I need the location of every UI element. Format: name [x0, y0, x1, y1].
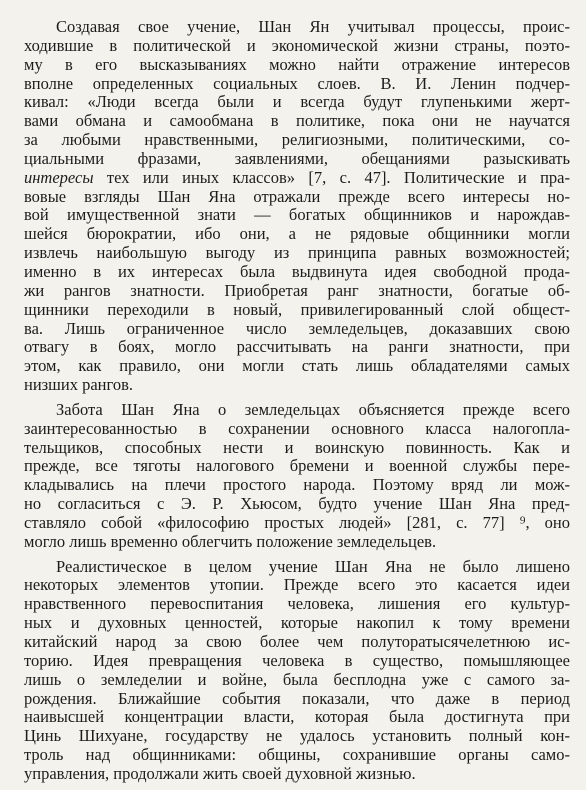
text-line: интересы тех или иных классов» [7, с. 47]. Политические и пра- [24, 168, 570, 187]
text-line: рождения. Ближайшие события показали, что даже в период [24, 689, 570, 708]
text-line: Создавая свое учение, Шан Ян учитывал процессы, проис- [56, 18, 570, 36]
text-column [24, 18, 570, 790]
text-line: извлечь наибольшую выгоду из принципа равных возможностей; [24, 244, 570, 263]
text-line: заинтересованностью в сохранении основного класса налогопла- [24, 419, 570, 438]
text-line: китайский народ за свою более чем полуторатысячелетнюю ис- [24, 633, 570, 651]
text-line: вовые взгляды Шан Яна отражали прежде всего интересы но- [24, 187, 570, 206]
text-line: кивал: «Люди всегда были и всегда будут глупенькими жерт- [24, 93, 570, 112]
text-line: за любыми нравственными, религиозными, политическими, со- [24, 131, 570, 150]
text-line: щинники переходили в новый, привилегированный слой общест- [24, 300, 570, 319]
text-line: ставляло собой «философию простых людей» [281, с. 77] ⁹, оно [24, 513, 570, 532]
text-line: ва. Лишь ограниченное число земледельцев, доказавших свою [24, 319, 570, 338]
text-line: управления, продолжали жить своей духовной жизнью. [24, 764, 416, 783]
text-line: прежде, все тяготы налогового бремени и военной службы пере- [24, 457, 570, 476]
text-line: тельщиков, способных нести и воинскую повинность. Как и [24, 438, 570, 457]
text-line: шейся бюрократии, ибо они, а не рядовые общинники могли [24, 225, 570, 244]
text-line: некоторых элементов утопии. Прежде всего это касается идеи [24, 576, 570, 595]
text-line: нравственного перевоспитания человека, лишения его культур- [24, 595, 570, 614]
text-line: Реалистическое в целом учение Шан Яна не было лишено [56, 557, 570, 576]
text-line: торию. Идея превращения человека в существо, помышляющее [24, 651, 570, 670]
text-line: вами обмана и самообмана в политике, пока они не научатся [24, 112, 570, 131]
text-line: именно в их интересах была выдвинута идея свободной прода- [24, 262, 570, 281]
text-line: Забота Шан Яна о земледельцах объясняется прежде всего [56, 400, 570, 419]
text-line: вой имущественной знати — богатых общинников и нарождав- [24, 206, 570, 225]
text-line: вполне определенных социальных слоев. В. И. Ленин подчер- [24, 74, 570, 93]
paragraph-3 [24, 558, 570, 784]
text-line: Цинь Шихуане, государству не удалось установить полный кон- [24, 727, 570, 746]
text-line: наивысшей концентрации власти, которая была достигнута при [24, 708, 570, 727]
text-line: но согласиться с Э. Р. Хьюсом, будто учение Шан Яна пред- [24, 495, 570, 514]
text-line: низших рангов. [24, 376, 134, 395]
text-line: лишь о земледелии и войне, была бесплодна уже с самого за- [24, 670, 570, 689]
text-line: могло лишь временно облегчить положение земледельцев. [24, 532, 437, 551]
text-line: этом, как правило, они могли стать лишь обладателями самых [24, 357, 570, 376]
text-line: троль над общинниками: общины, сохранившие органы само- [24, 746, 570, 765]
text-line: отвагу в боях, могло рассчитывать на ранги знатности, при [24, 338, 570, 357]
text-line: циальными фразами, заявлениями, обещаниями разыскивать [24, 149, 570, 168]
text-line: ходившие в политической и экономической жизни страны, поэто- [24, 36, 570, 55]
text-line: му в его высказываниях можно найти отражение интересов [24, 55, 570, 74]
paragraph-1 [24, 18, 570, 395]
text-line: жи рангов знатности. Приобретая ранг знатности, богатые об- [24, 281, 570, 300]
paragraph-2 [24, 401, 570, 552]
text-line: ных и духовных ценностей, которые накопил к тому времени [24, 614, 570, 633]
text-line: кладывались на плечи простого народа. Поэтому вряд ли мож- [24, 476, 570, 495]
